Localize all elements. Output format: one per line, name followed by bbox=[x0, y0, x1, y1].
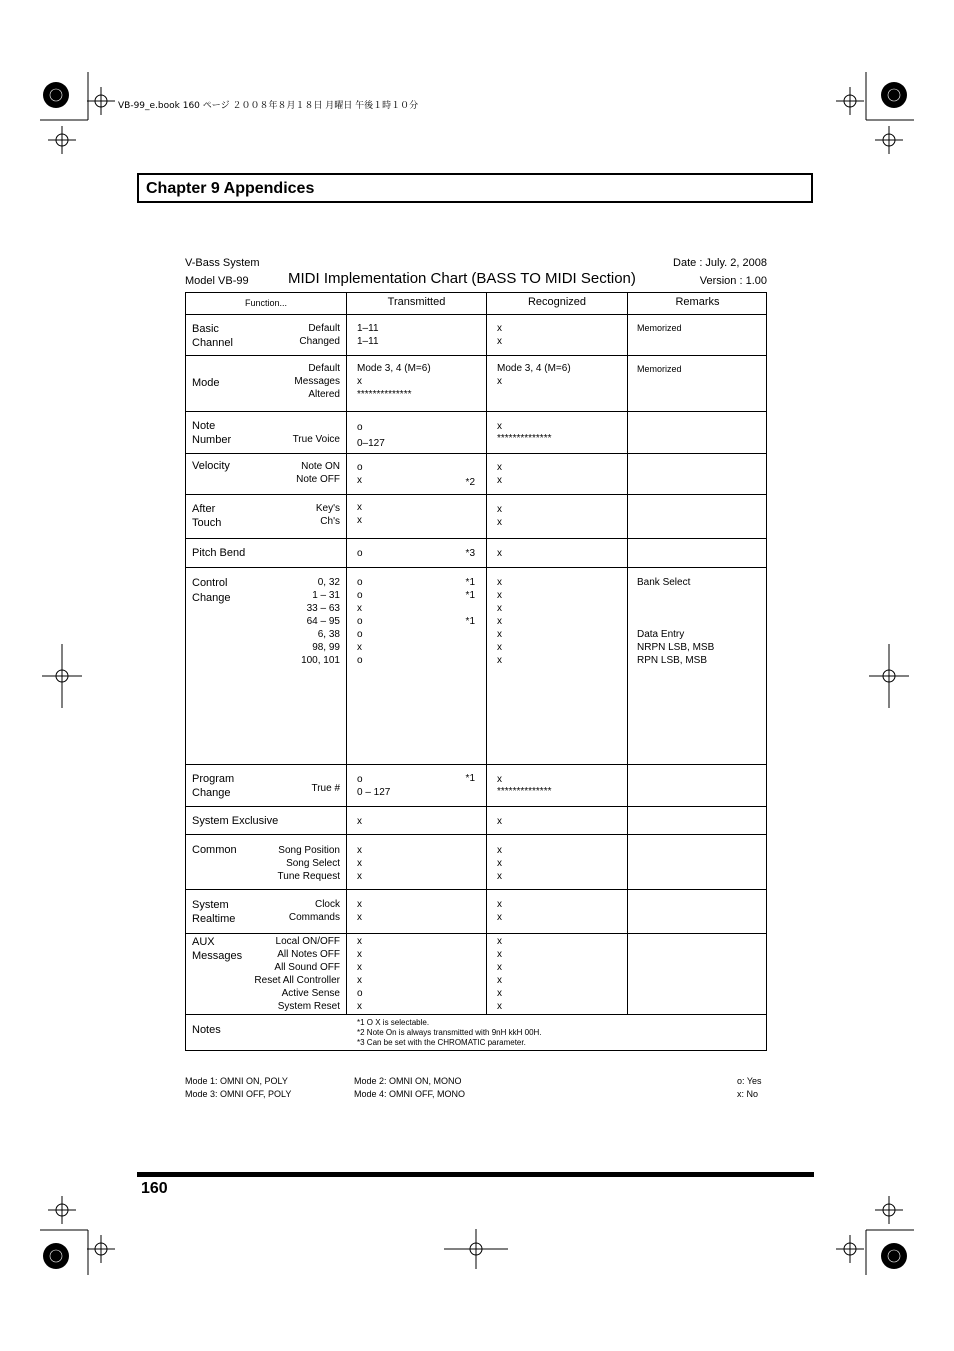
row-label-mode: Mode bbox=[192, 377, 220, 389]
recognized-value: x x x bbox=[497, 845, 502, 882]
transmitted-value: o x bbox=[357, 462, 363, 486]
column-header-remarks: Remarks bbox=[675, 296, 720, 308]
column-header-transmitted: Transmitted bbox=[387, 296, 446, 308]
transmitted-value: Mode 3, 4 (M=6) x ************** bbox=[357, 363, 431, 400]
row-sublabel: Local ON/OFF All Notes OFF All Sound OFF Reset All Controller Active Sense System Reset bbox=[254, 936, 340, 1012]
recognized-value: x x x x x x x bbox=[497, 577, 502, 666]
row-sublabel: Note ON Note OFF bbox=[296, 461, 340, 485]
row-sublabel: Key's Ch's bbox=[315, 503, 340, 527]
recognized-value: x x bbox=[497, 323, 502, 347]
remarks-value: Bank Select Data Entry NRPN LSB, MSB RPN LSB, MSB bbox=[637, 577, 715, 666]
transmitted-value: 1–11 1–11 bbox=[357, 323, 379, 347]
transmitted-value: o 0 – 127 bbox=[357, 774, 391, 798]
transmitted-note: *1 *1 *1 bbox=[465, 577, 475, 627]
transmitted-value: o o x o o x o bbox=[357, 577, 363, 666]
row-divider bbox=[185, 453, 767, 454]
row-sublabel: Clock Commands bbox=[288, 899, 340, 923]
row-divider bbox=[185, 933, 767, 934]
mode-legend-left: Mode 1: OMNI ON, POLY Mode 3: OMNI OFF, POLY bbox=[185, 1076, 292, 1099]
row-divider bbox=[185, 494, 767, 495]
row-sublabel: Default Changed bbox=[299, 323, 340, 347]
row-label-common: Common bbox=[192, 844, 237, 856]
transmitted-note: *1 bbox=[465, 773, 475, 784]
transmitted-value: x x bbox=[357, 899, 362, 923]
row-label-pitch-bend: Pitch Bend bbox=[192, 547, 246, 559]
row-divider bbox=[185, 411, 767, 412]
column-header-function: Function... bbox=[244, 298, 288, 308]
print-header: VB-99_e.book 160 ページ ２００８年８月１８日 月曜日 午後１時１０分 bbox=[118, 101, 419, 111]
mode-legend-right: Mode 2: OMNI ON, MONO Mode 4: OMNI OFF, MONO bbox=[354, 1076, 466, 1099]
row-label-control-change: Control Change bbox=[192, 577, 231, 604]
row-divider bbox=[185, 834, 767, 835]
recognized-value: x ************** bbox=[497, 774, 552, 797]
row-label-system-realtime: System Realtime bbox=[192, 899, 236, 925]
transmitted-value: x bbox=[357, 816, 362, 827]
column-header-recognized: Recognized bbox=[527, 296, 587, 308]
chart-title: MIDI Implementation Chart (BASS TO MIDI Section) bbox=[288, 270, 636, 287]
row-sublabel: Song Position Song Select Tune Request bbox=[277, 845, 340, 882]
notes-text: *1 O X is selectable. *2 Note On is always transmitted with 9nH kkH 00H. *3 Can be set with the CHROMATIC parameter. bbox=[357, 1018, 542, 1047]
row-divider bbox=[185, 806, 767, 807]
transmitted-value: x x bbox=[357, 502, 362, 526]
transmitted-note: *2 bbox=[465, 477, 475, 488]
row-divider bbox=[185, 1014, 767, 1015]
recognized-value: x ************** bbox=[497, 421, 552, 444]
recognized-value: x x x x x x bbox=[497, 936, 502, 1012]
row-sublabel: 0, 32 1 – 31 33 – 63 64 – 95 6, 38 98, 99 100, 101 bbox=[301, 577, 340, 666]
row-label-aux-messages: AUX Messages bbox=[192, 936, 243, 962]
transmitted-value: x x x x o x bbox=[357, 936, 363, 1012]
remarks-value: Memorized bbox=[637, 323, 682, 333]
remarks-value: Memorized bbox=[637, 364, 682, 374]
row-divider bbox=[185, 567, 767, 568]
transmitted-note: *3 bbox=[465, 548, 475, 559]
recognized-value: x x bbox=[497, 462, 502, 486]
chapter-title: Chapter 9 Appendices bbox=[146, 180, 315, 197]
chart-date: Date : July. 2, 2008 bbox=[673, 257, 767, 269]
row-label-basic-channel: Basic Channel bbox=[192, 323, 233, 349]
recognized-value: x x bbox=[497, 899, 502, 923]
transmitted-value: o bbox=[357, 548, 363, 559]
row-label-after-touch: After Touch bbox=[192, 503, 222, 529]
chart-version: Version : 1.00 bbox=[699, 275, 767, 287]
column-divider bbox=[486, 292, 487, 1015]
system-name: V-Bass System bbox=[185, 257, 260, 269]
row-label-note-number: Note Number bbox=[192, 420, 232, 446]
row-divider bbox=[185, 538, 767, 539]
row-sublabel: Default Messages Altered bbox=[294, 363, 340, 400]
row-divider bbox=[185, 314, 767, 315]
row-label-notes: Notes bbox=[192, 1024, 221, 1036]
row-sublabel: True Voice bbox=[292, 434, 340, 445]
row-label-program-change: Program Change bbox=[192, 773, 235, 799]
recognized-value: x x bbox=[497, 504, 502, 528]
row-label-velocity: Velocity bbox=[192, 460, 230, 472]
row-divider bbox=[185, 764, 767, 765]
column-divider bbox=[627, 292, 628, 1015]
symbol-legend: o: Yes x: No bbox=[737, 1076, 762, 1099]
row-divider bbox=[185, 889, 767, 890]
recognized-value: Mode 3, 4 (M=6) x bbox=[497, 363, 571, 387]
bottom-rule bbox=[137, 1172, 814, 1177]
recognized-value: x bbox=[497, 816, 502, 827]
row-divider bbox=[185, 355, 767, 356]
page-number: 160 bbox=[141, 1180, 168, 1197]
transmitted-value: o 0–127 bbox=[357, 422, 385, 449]
row-sublabel: True # bbox=[311, 783, 340, 794]
row-label-system-exclusive: System Exclusive bbox=[192, 815, 279, 827]
column-divider bbox=[346, 292, 347, 1015]
model-name: Model VB-99 bbox=[185, 275, 249, 287]
recognized-value: x bbox=[497, 548, 502, 559]
transmitted-value: x x x bbox=[357, 845, 362, 882]
